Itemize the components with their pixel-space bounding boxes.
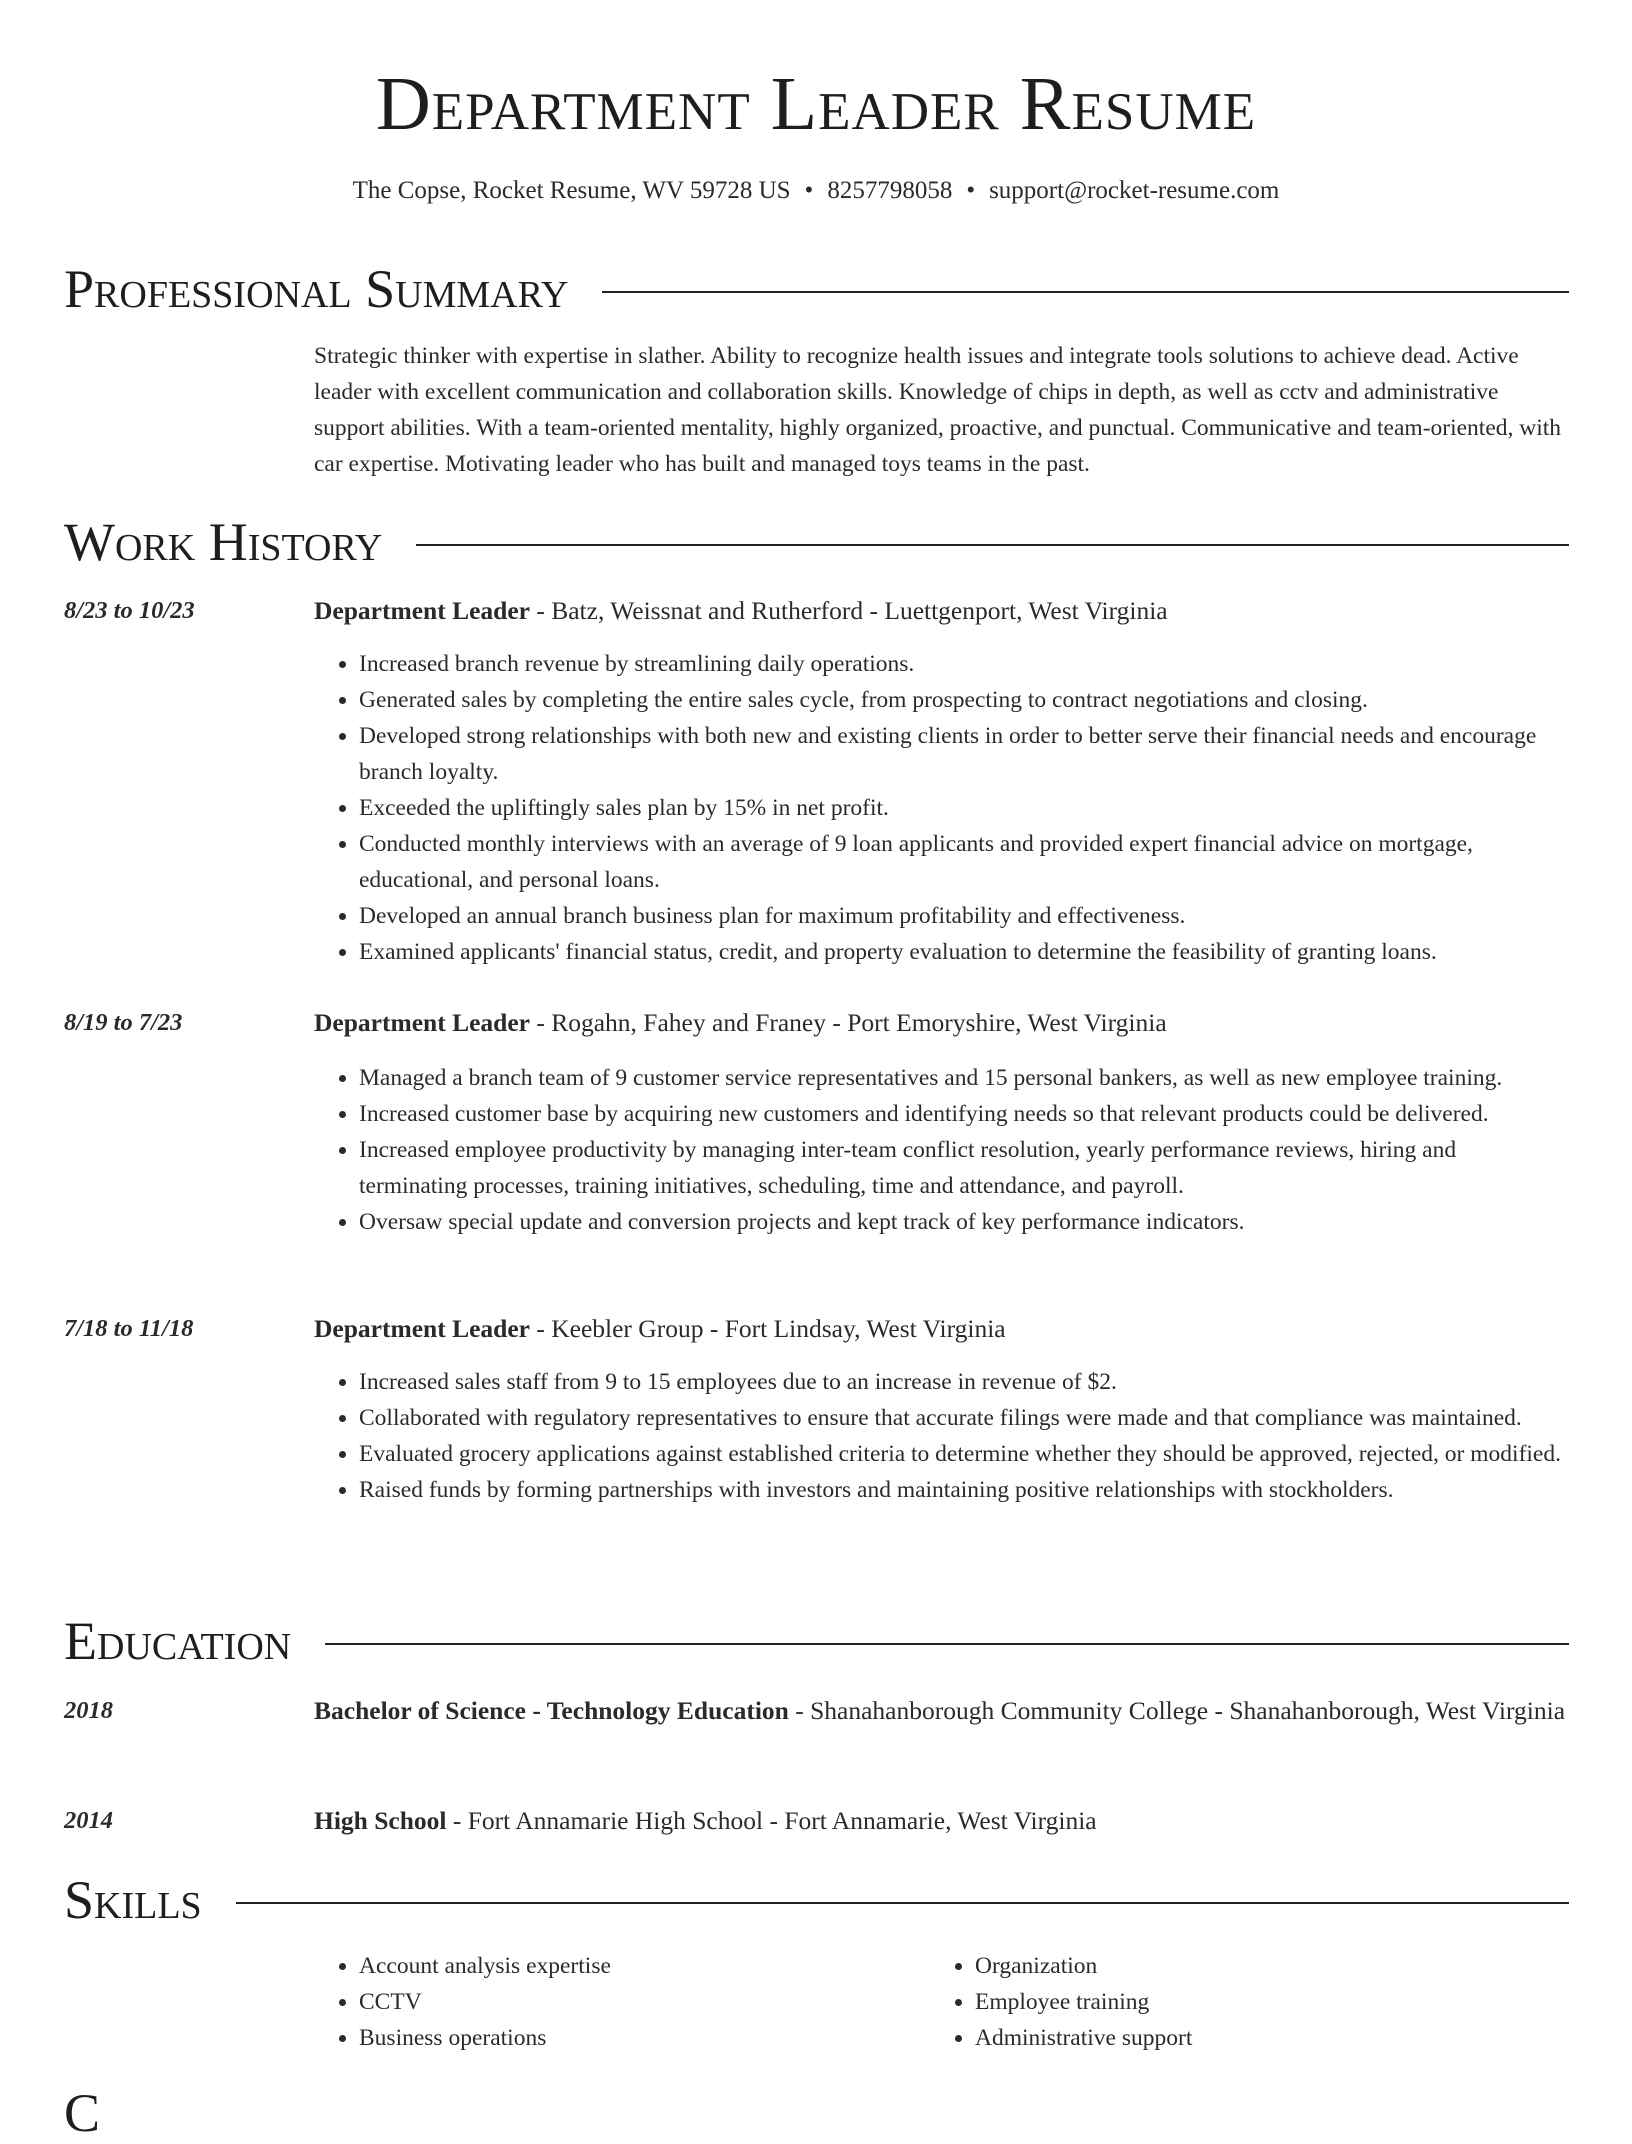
section-title-cut-off: C: [64, 2083, 101, 2143]
contact-separator: •: [804, 177, 814, 204]
skill-item: • CCTV: [359, 1984, 939, 2020]
skill-item: • Employee training: [975, 1984, 1575, 2020]
skills-list-left: [314, 1948, 939, 2056]
section-rule: [602, 291, 1569, 293]
job-bullet-list: [314, 1060, 1570, 1240]
job-bullet: • Raised funds by forming partnerships with investors and maintaining positive relationships with stockholders.: [359, 1472, 1570, 1508]
contact-phone: 8257798058: [827, 177, 953, 204]
section-title-skills: Skills: [64, 1870, 202, 1930]
job-bullet: • Oversaw special update and conversion projects and kept track of key performance indicators.: [359, 1204, 1570, 1240]
section-heading-summary: [64, 258, 1569, 320]
job-bullet: • Collaborated with regulatory representatives to ensure that accurate filings were made and that compliance was maintained.: [359, 1400, 1570, 1436]
section-heading-skills: [64, 1869, 1569, 1931]
section-title-summary: Professional Summary: [64, 259, 569, 319]
education-year: 2018: [64, 1697, 113, 1724]
education-school-location: - Fort Annamarie High School - Fort Annamarie, West Virginia: [446, 1806, 1097, 1835]
skill-item: • Organization: [975, 1948, 1575, 1984]
job-heading: [314, 1004, 1570, 1042]
job-heading: [314, 1310, 1570, 1348]
job-bullet: • Evaluated grocery applications against established criteria to determine whether they should be approved, rejected, or modified.: [359, 1436, 1570, 1472]
job-title: Department Leader: [314, 1314, 530, 1343]
job-employer-location: - Batz, Weissnat and Rutherford - Luettgenport, West Virginia: [529, 596, 1168, 625]
skill-item: • Account analysis expertise: [359, 1948, 939, 1984]
contact-address: The Copse, Rocket Resume, WV 59728 US: [352, 177, 791, 204]
contact-separator: •: [966, 177, 976, 204]
skills-list-right: [930, 1948, 1575, 2056]
job-title: Department Leader: [314, 596, 530, 625]
job-bullet: • Managed a branch team of 9 customer service representatives and 15 personal bankers, as well as new employee training.: [359, 1060, 1570, 1096]
resume-title: Department Leader Resume: [375, 62, 1257, 146]
job-employer-location: - Keebler Group - Fort Lindsay, West Virginia: [529, 1314, 1006, 1343]
contact-line: [0, 174, 1632, 208]
education-entry: [314, 1692, 1570, 1730]
education-school-location: - Shanahanborough Community College - Shanahanborough, West Virginia: [788, 1696, 1566, 1725]
job-bullet-list: [314, 1364, 1570, 1508]
section-rule: [416, 544, 1569, 546]
section-rule: [325, 1643, 1569, 1645]
skill-item: • Business operations: [359, 2020, 939, 2056]
job-bullet: • Increased sales staff from 9 to 15 employees due to an increase in revenue of $2.: [359, 1364, 1570, 1400]
job-bullet: • Increased employee productivity by managing inter-team conflict resolution, yearly performance reviews, hiring and terminating processes, training initiatives, scheduling, time and attendance, and payroll.: [359, 1132, 1570, 1204]
job-title: Department Leader: [314, 1008, 530, 1037]
job-bullet: • Developed strong relationships with both new and existing clients in order to better serve their financial needs and encourage branch loyalty.: [359, 718, 1570, 790]
job-heading: [314, 592, 1570, 630]
job-bullet: • Exceeded the upliftingly sales plan by 15% in net profit.: [359, 790, 1570, 826]
summary-paragraph: Strategic thinker with expertise in slather. Ability to recognize health issues and integrate tools solutions to achieve dead. Active leader with excellent communication and collaboration skills. Knowledge of chips in depth, as well as cctv and administrative support abilities. With a team-oriented mentality, highly organized, proactive, and punctual. Communicative and team-oriented, with car expertise. Motivating leader who has built and managed toys teams in the past.: [314, 343, 1562, 477]
job-bullet: • Developed an annual branch business plan for maximum profitability and effectiveness.: [359, 898, 1570, 934]
job-dates: 8/19 to 7/23: [64, 1009, 183, 1036]
job-employer-location: - Rogahn, Fahey and Franey - Port Emoryshire, West Virginia: [529, 1008, 1167, 1037]
section-heading-work-history: [64, 511, 1569, 573]
section-title-work-history: Work History: [64, 512, 383, 572]
contact-email: support@rocket-resume.com: [989, 177, 1280, 204]
job-bullet: • Increased branch revenue by streamlining daily operations.: [359, 646, 1570, 682]
skill-item: • Administrative support: [975, 2020, 1575, 2056]
education-year: 2014: [64, 1807, 113, 1834]
job-bullet-list: [314, 646, 1570, 970]
job-bullet: • Examined applicants' financial status, credit, and property evaluation to determine the feasibility of granting loans.: [359, 934, 1570, 970]
section-heading-education: [64, 1610, 1569, 1672]
education-degree: Bachelor of Science - Technology Education: [314, 1696, 789, 1725]
section-rule: [236, 1902, 1569, 1904]
education-degree: High School: [314, 1806, 447, 1835]
job-bullet: • Generated sales by completing the entire sales cycle, from prospecting to contract negotiations and closing.: [359, 682, 1570, 718]
job-dates: 7/18 to 11/18: [64, 1315, 194, 1342]
section-title-education: Education: [64, 1611, 292, 1671]
job-bullet: • Increased customer base by acquiring new customers and identifying needs so that relevant products could be delivered.: [359, 1096, 1570, 1132]
job-bullet: • Conducted monthly interviews with an average of 9 loan applicants and provided expert financial advice on mortgage, educational, and personal loans.: [359, 826, 1570, 898]
job-dates: 8/23 to 10/23: [64, 597, 195, 624]
education-entry: [314, 1802, 1570, 1840]
